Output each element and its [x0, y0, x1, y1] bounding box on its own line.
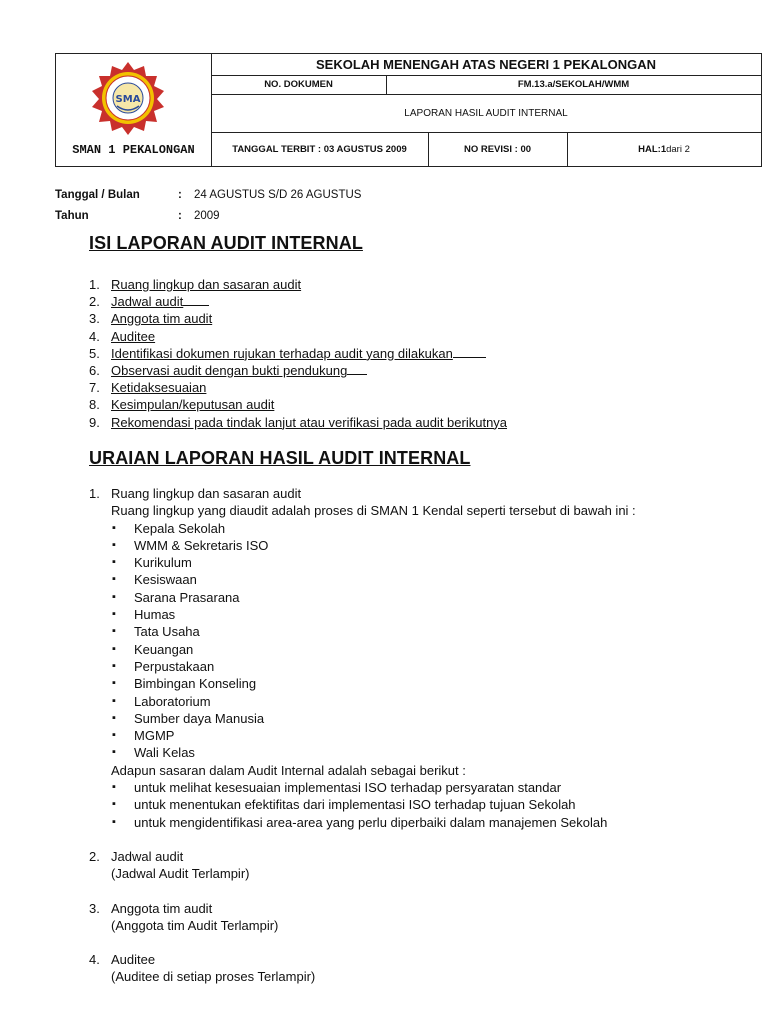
- tanggal-value: 24 AGUSTUS S/D 26 AGUSTUS: [194, 189, 362, 201]
- toc-item: 1. Ruang lingkup dan sasaran audit: [89, 277, 302, 292]
- no-revisi: NO REVISI : 00: [463, 144, 532, 155]
- goal-item: ▪ untuk melihat kesesuaian implementasi ISO terhadap persyaratan standar: [112, 780, 562, 796]
- scope-item: ▪ Bimbingan Konseling: [112, 676, 257, 692]
- scope-item: ▪ Sarana Prasarana: [112, 589, 240, 605]
- toc-item: 5. Identifikasi dokumen rujukan terhadap audit yang dilakukan: [89, 345, 507, 362]
- goals-intro: Adapun sasaran dalam Audit Internal adalah sebagai berikut :: [111, 762, 466, 778]
- scope-item: ▪ Kesiswaan: [112, 572, 197, 588]
- tanggal-label: Tanggal / Bulan: [55, 189, 140, 201]
- goal-item: ▪ untuk menentukan efektifitas dari implementasi ISO terhadap tujuan Sekolah: [112, 797, 576, 813]
- scope-item: ▪ Wali Kelas: [112, 745, 195, 761]
- logo-text: SMA: [115, 94, 141, 105]
- table-of-contents: [89, 276, 507, 431]
- scope-item: ▪ Perpustakaan: [112, 658, 215, 674]
- tanggal-colon: :: [178, 189, 182, 201]
- item-title: Auditee: [111, 952, 156, 968]
- school-short-name: SMAN 1 PEKALONGAN: [72, 143, 195, 157]
- item-title: Jadwal audit: [111, 848, 184, 864]
- scope-item: ▪ Kurikulum: [112, 555, 192, 571]
- scope-item: ▪ Kepala Sekolah: [112, 520, 226, 536]
- list-item: 1. Ruang lingkup dan sasaran audit Ruang lingkup yang diaudit adalah proses di SMAN 1 Kendal seperti tersebut di bawah ini : ▪ Kepala Sekolah ▪ WMM & Sekretaris ISO ▪ Kurikulum ▪ Kesiswaan ▪ Sarana Prasarana ▪ Humas ▪ Tata Usaha ▪ Keuangan ▪ Perpustakaan ▪ Bimbingan Konseling ▪ Laboratorium ▪ Sumber daya Manusia ▪ MGMP ▪ Wali Kelas Adapun sasaran dalam Audit Internal adalah sebagai berikut : ▪ untuk melihat kesesuaian implementasi ISO terhadap persyaratan standar ▪ untuk menentukan efektifitas dari implementasi ISO terhadap tujuan Sekolah ▪ untuk mengidentifikasi area-area yang perlu diperbaiki dalam manajemen Sekolah: [89, 485, 679, 831]
- scope-item: ▪ Sumber daya Manusia: [112, 710, 265, 726]
- list-item: 4. Auditee (Auditee di setiap proses Terlampir): [89, 951, 679, 986]
- toc-item: 7. Ketidaksesuaian: [89, 380, 207, 396]
- scope-item: ▪ WMM & Sekretaris ISO: [112, 537, 269, 553]
- list-item: 2. Jadwal audit (Jadwal Audit Terlampir): [89, 848, 679, 883]
- item-title: Anggota tim audit: [111, 900, 213, 916]
- section-title-uraian-laporan: URAIAN LAPORAN HASIL AUDIT INTERNAL: [89, 448, 471, 468]
- school-logo-icon: [87, 60, 169, 136]
- toc-item: 6. Observasi audit dengan bukti pendukung: [89, 362, 507, 379]
- scope-item: ▪ MGMP: [112, 728, 175, 744]
- tahun-label: Tahun: [55, 210, 89, 222]
- toc-item: 8. Kesimpulan/keputusan audit: [89, 397, 275, 413]
- scope-item: ▪ Laboratorium: [112, 693, 211, 709]
- scope-item: ▪ Tata Usaha: [112, 624, 200, 640]
- item-title: Ruang lingkup dan sasaran audit: [111, 486, 302, 501]
- tahun-colon: :: [178, 210, 182, 222]
- toc-item: 2. Jadwal audit: [89, 293, 507, 310]
- goals-list: [111, 779, 679, 831]
- list-item: 3. Anggota tim audit (Anggota tim Audit Terlampir): [89, 900, 679, 935]
- tanggal-terbit: TANGGAL TERBIT : 03 AGUSTUS 2009: [232, 144, 407, 155]
- no-dokumen-label: NO. DOKUMEN: [264, 79, 333, 90]
- page-number: [567, 132, 761, 167]
- item-note: (Anggota tim Audit Terlampir): [111, 917, 279, 933]
- document-title: LAPORAN HASIL AUDIT INTERNAL: [404, 107, 568, 119]
- tahun-value: 2009: [194, 210, 220, 222]
- section-title-isi-laporan: ISI LAPORAN AUDIT INTERNAL: [89, 233, 363, 253]
- scope-item: ▪ Humas: [112, 607, 176, 623]
- item-note: (Auditee di setiap proses Terlampir): [111, 969, 316, 985]
- page-number-prefix: HAL:1: [638, 144, 667, 155]
- no-dokumen-value: FM.13.a/SEKOLAH/WMM: [517, 79, 630, 90]
- toc-item: 4. Auditee: [89, 328, 156, 344]
- scope-item: ▪ Keuangan: [112, 641, 194, 657]
- school-name: SEKOLAH MENENGAH ATAS NEGERI 1 PEKALONGAN: [316, 57, 656, 72]
- scope-intro: Ruang lingkup yang diaudit adalah proses di SMAN 1 Kendal seperti tersebut di bawah ini :: [111, 503, 636, 519]
- page-number-suffix: dari 2: [666, 144, 690, 155]
- scope-list: [111, 520, 679, 762]
- item-note: (Jadwal Audit Terlampir): [111, 866, 250, 882]
- toc-item: 3. Anggota tim audit: [89, 311, 213, 327]
- report-body: [89, 485, 679, 986]
- goal-item: ▪ untuk mengidentifikasi area-area yang perlu diperbaiki dalam manajemen Sekolah: [112, 814, 608, 830]
- toc-item: 9. Rekomendasi pada tindak lanjut atau verifikasi pada audit berikutnya: [89, 414, 508, 430]
